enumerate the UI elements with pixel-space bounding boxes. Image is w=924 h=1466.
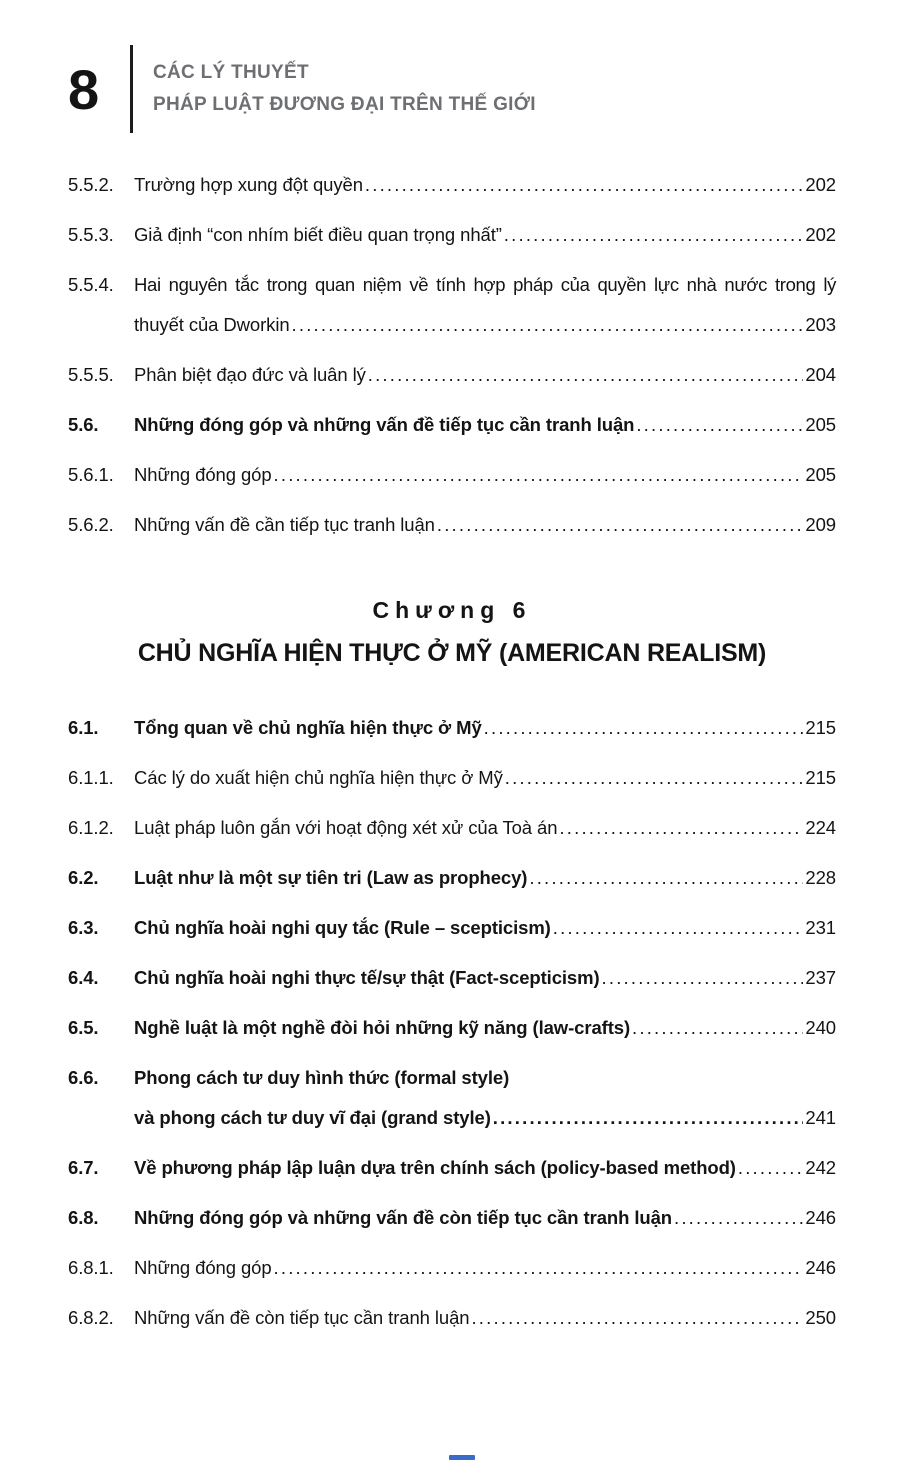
entry-number: 6.1.2. <box>68 817 114 838</box>
entry-title: Phân biệt đạo đức và luân lý <box>134 364 366 385</box>
entry-number: 6.8.2. <box>68 1307 114 1328</box>
page-number: 8 <box>68 57 99 121</box>
toc-entry <box>68 1066 836 1130</box>
chapter-label: Chương 6 <box>372 597 532 623</box>
entry-page-number: 241 <box>805 1107 836 1128</box>
entry-page-number: 237 <box>805 967 836 988</box>
dot-leader <box>559 816 803 840</box>
toc-entry <box>68 1306 836 1330</box>
entry-number: 6.2. <box>68 867 99 888</box>
dot-leader <box>632 1016 803 1040</box>
dot-leader <box>602 966 804 990</box>
entry-number: 6.1. <box>68 717 99 738</box>
toc-entry <box>68 413 836 437</box>
entry-number: 5.6.2. <box>68 514 114 535</box>
entry-number: 6.5. <box>68 1017 99 1038</box>
entry-number: 6.8. <box>68 1207 99 1228</box>
dot-leader <box>505 766 804 790</box>
toc-entry <box>68 1256 836 1280</box>
entry-page-number: 231 <box>805 917 836 938</box>
entry-page-number: 224 <box>805 817 836 838</box>
dot-leader <box>553 916 804 940</box>
toc-entry <box>68 363 836 387</box>
dot-leader <box>674 1206 803 1230</box>
book-title-line1: CÁC LÝ THUYẾT <box>153 62 309 83</box>
dot-leader <box>437 513 804 537</box>
header-divider <box>130 45 133 133</box>
dot-leader <box>368 363 804 387</box>
dot-leader <box>529 866 803 890</box>
toc-entry <box>68 513 836 537</box>
toc-entry <box>68 463 836 487</box>
entry-page-number: 202 <box>805 174 836 195</box>
dot-leader <box>636 413 803 437</box>
entry-title: Giả định “con nhím biết điều quan trọng nhất” <box>134 224 502 245</box>
chapter-title: CHỦ NGHĨA HIỆN THỰC Ở MỸ (AMERICAN REALISM) <box>137 639 767 667</box>
entry-number: 6.1.1. <box>68 767 114 788</box>
dot-leader <box>365 173 804 197</box>
toc-entry <box>68 173 836 197</box>
entry-number: 5.6. <box>68 414 99 435</box>
entry-title: Trường hợp xung đột quyền <box>134 174 363 195</box>
entry-title: Luật như là một sự tiên tri (Law as prophecy) <box>134 867 528 888</box>
toc-entry <box>68 273 836 337</box>
entry-number: 5.5.4. <box>68 274 114 295</box>
toc-section-chapter6 <box>68 716 836 1330</box>
entry-title: Phong cách tư duy hình thức (formal style) <box>134 1067 510 1088</box>
toc-entry <box>68 1206 836 1230</box>
entry-title: Chủ nghĩa hoài nghi thực tế/sự thật (Fact-scepticism) <box>134 967 600 988</box>
entry-title-continued: và phong cách tư duy vĩ đại (grand style) <box>134 1107 491 1128</box>
book-title <box>153 45 536 133</box>
dot-leader <box>493 1106 804 1130</box>
dot-leader <box>738 1156 804 1180</box>
entry-title: Luật pháp luôn gắn với hoạt động xét xử của Toà án <box>134 817 558 838</box>
entry-page-number: 204 <box>805 364 836 385</box>
book-title-line2: PHÁP LUẬT ĐƯƠNG ĐẠI TRÊN THẾ GIỚI <box>153 94 536 115</box>
toc-entry <box>68 816 836 840</box>
entry-number: 5.5.2. <box>68 174 114 195</box>
toc-entry <box>68 916 836 940</box>
entry-title: Về phương pháp lập luận dựa trên chính sách (policy-based method) <box>134 1157 736 1178</box>
entry-page-number: 215 <box>805 767 836 788</box>
toc-entry <box>68 716 836 740</box>
dot-leader <box>292 313 804 337</box>
dot-leader <box>274 1256 804 1280</box>
entry-number: 6.3. <box>68 917 99 938</box>
entry-title: Chủ nghĩa hoài nghi quy tắc (Rule – scepticism) <box>134 917 551 938</box>
entry-page-number: 228 <box>805 867 836 888</box>
entry-page-number: 240 <box>805 1017 836 1038</box>
entry-title: Những vấn đề còn tiếp tục cần tranh luận <box>134 1307 470 1328</box>
entry-title: Những vấn đề cần tiếp tục tranh luận <box>134 514 435 535</box>
entry-number: 6.8.1. <box>68 1257 114 1278</box>
page-bottom-mark <box>449 1455 475 1460</box>
entry-page-number: 242 <box>805 1157 836 1178</box>
toc-entry <box>68 1016 836 1040</box>
dot-leader <box>504 223 804 247</box>
entry-number: 5.5.5. <box>68 364 114 385</box>
entry-title: Những đóng góp <box>134 464 272 485</box>
entry-page-number: 205 <box>805 464 836 485</box>
entry-number: 6.7. <box>68 1157 99 1178</box>
entry-title: Tổng quan về chủ nghĩa hiện thực ở Mỹ <box>134 717 482 738</box>
toc-section-chapter5 <box>68 173 836 537</box>
entry-title: Những đóng góp và những vấn đề tiếp tục cần tranh luận <box>134 414 635 435</box>
entry-page-number: 215 <box>805 717 836 738</box>
entry-page-number: 246 <box>805 1257 836 1278</box>
entry-title: Nghề luật là một nghề đòi hỏi những kỹ năng (law-crafts) <box>134 1017 631 1038</box>
entry-number: 6.4. <box>68 967 99 988</box>
entry-number: 5.5.3. <box>68 224 114 245</box>
entry-page-number: 202 <box>805 224 836 245</box>
entry-title-continued: thuyết của Dworkin <box>134 314 290 335</box>
chapter-heading <box>68 597 836 668</box>
entry-title: Những đóng góp và những vấn đề còn tiếp tục cần tranh luận <box>134 1207 672 1228</box>
entry-page-number: 205 <box>805 414 836 435</box>
entry-page-number: 250 <box>805 1307 836 1328</box>
entry-title: Hai nguyên tắc trong quan niệm về tính hợp pháp của quyền lực nhà nước trong lý <box>134 274 836 295</box>
entry-number: 6.6. <box>68 1067 99 1088</box>
toc-entry <box>68 1156 836 1180</box>
page-header <box>68 45 836 133</box>
entry-page-number: 203 <box>805 314 836 335</box>
dot-leader <box>471 1306 803 1330</box>
dot-leader <box>274 463 804 487</box>
entry-number: 5.6.1. <box>68 464 114 485</box>
dot-leader <box>484 716 804 740</box>
toc-entry <box>68 766 836 790</box>
entry-title: Những đóng góp <box>134 1257 272 1278</box>
toc-entry <box>68 223 836 247</box>
entry-page-number: 209 <box>805 514 836 535</box>
toc-entry <box>68 966 836 990</box>
toc-entry <box>68 866 836 890</box>
entry-page-number: 246 <box>805 1207 836 1228</box>
entry-title: Các lý do xuất hiện chủ nghĩa hiện thực ở Mỹ <box>134 767 503 788</box>
